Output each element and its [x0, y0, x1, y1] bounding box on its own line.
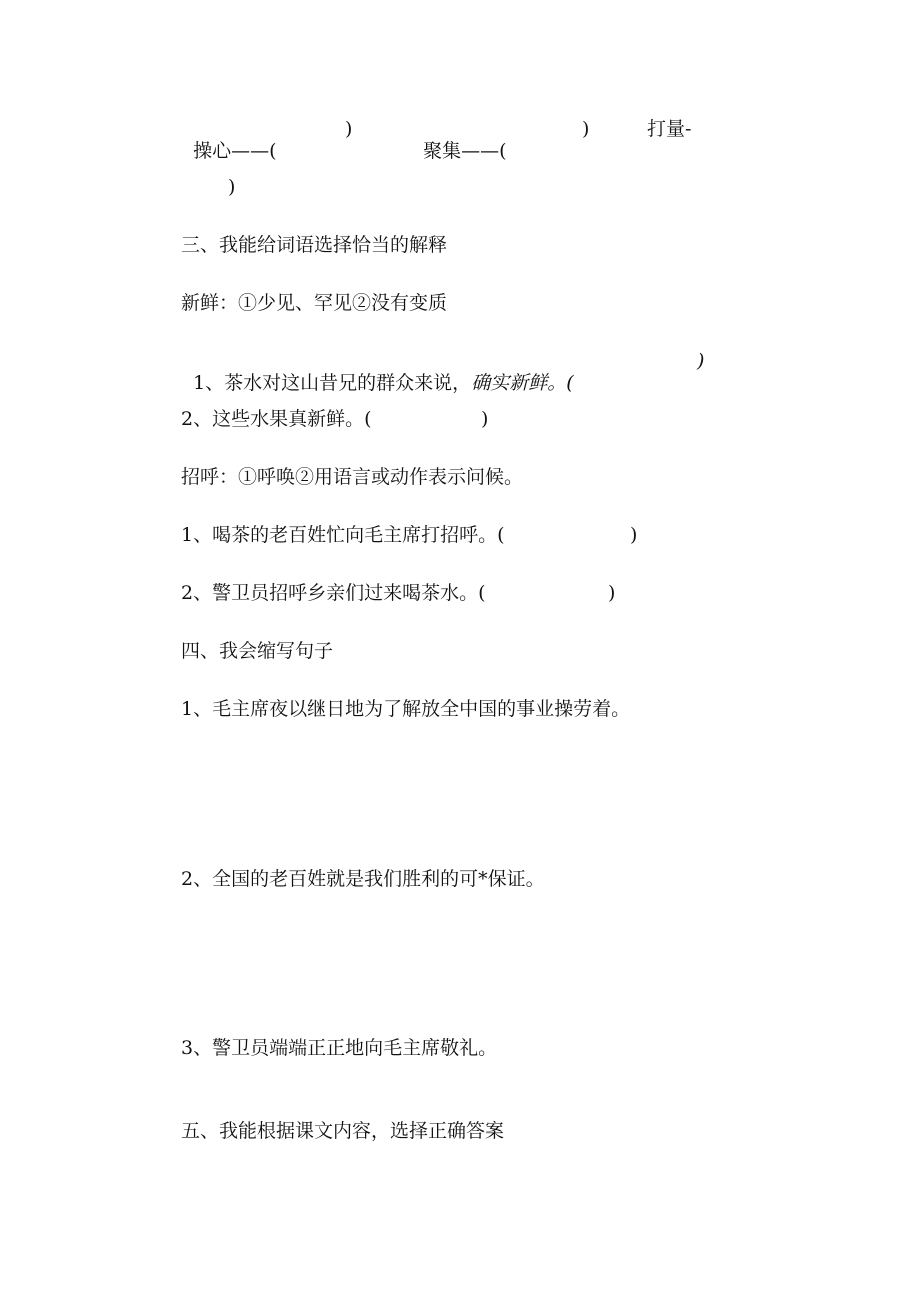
synonym-item-3-blank-close: ): [228, 176, 236, 198]
word-2-question-1-blank-close: ): [630, 524, 638, 546]
word-2-question-2: 2、警卫员招呼乡亲们过来喝茶水。(: [181, 582, 486, 604]
word-1-definition: 新鲜：①少见、罕见②没有变质: [181, 292, 448, 314]
section-5-heading: 五、我能根据课文内容，选择正确答案: [181, 1120, 505, 1142]
sentence-1: 1、毛主席夜以继日地为了解放全中国的事业操劳着。: [181, 698, 631, 720]
synonym-item-3: 打量-: [647, 118, 692, 140]
synonym-item-2: [411, 118, 507, 162]
word-1-question-1-italic: 确实新鲜。(: [471, 372, 574, 394]
sentence-2: 2、全国的老百姓就是我们胜利的可*保证。: [181, 868, 545, 890]
word-1-question-1-blank-close: ): [697, 350, 705, 372]
word-1-question-1: [181, 350, 574, 394]
sentence-3: 3、警卫员端端正正地向毛主席敬礼。: [181, 1037, 498, 1059]
section-3-heading: 三、我能给词语选择恰当的解释: [181, 234, 448, 256]
synonym-item-2-blank-close: ): [582, 118, 590, 140]
word-2-definition: 招呼：①呼唤②用语言或动作表示问候。: [181, 466, 524, 488]
word-2-question-1: 1、喝茶的老百姓忙向毛主席打招呼。(: [181, 524, 505, 546]
synonym-item-1-text: 操心——(: [193, 140, 277, 162]
word-2-question-2-blank-close: ): [608, 582, 616, 604]
word-1-question-2-blank-close: ): [481, 408, 489, 430]
synonym-item-2-text: 聚集——(: [423, 140, 507, 162]
word-1-question-1-text: 1、茶水对这山昔兄的群众来说，: [193, 372, 472, 394]
synonym-item-1: [181, 118, 277, 162]
word-1-question-2: 2、这些水果真新鲜。(: [181, 408, 372, 430]
section-4-heading: 四、我会缩写句子: [181, 640, 334, 662]
synonym-item-1-blank-close: ): [345, 118, 353, 140]
